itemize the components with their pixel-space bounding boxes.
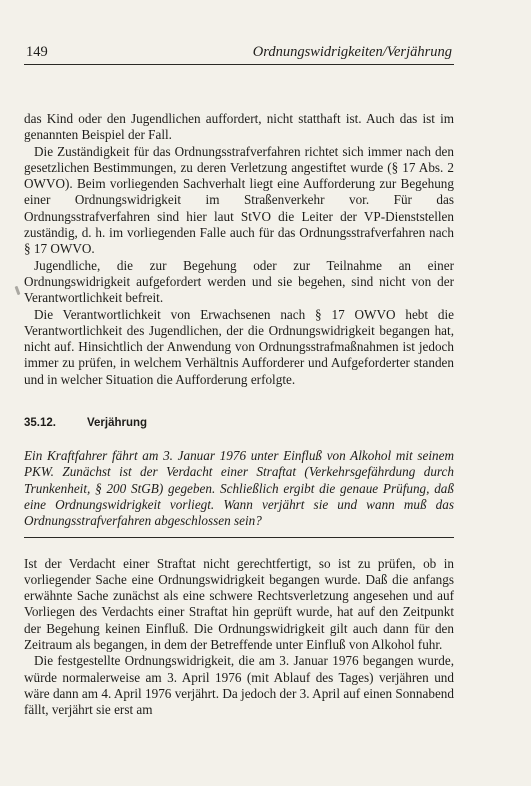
paragraph: Die festgestellte Ordnungswidrigkeit, die am 3. Januar 1976 begangen wurde, würde normalerweise am 3. April 1976 (mit Ablauf des Tages) verjähren und wäre dann am 4. April 1976 verjährt. Da jedoch der 3. April auf einen Sonnabend fällt, verjährt sie erst am <box>24 653 454 718</box>
paragraph: Die Verantwortlichkeit von Erwachsenen nach § 17 OWVO hebt die Verantwortlichkeit des Jugendlichen, der die Ordnungswidrigkeit begangen hat, nicht auf. Hinsichtlich der Anwendung von Ordnungsstrafmaßnahmen ist jedoch immer zu prüfen, in welchem Verhältnis Aufforderer und Aufgeforderter standen und in welcher Situation die Aufforderung erfolgte. <box>24 306 454 387</box>
section-number: 35.12. <box>24 417 56 430</box>
book-page <box>24 44 454 719</box>
paragraph: Jugendliche, die zur Begehung oder zur Teilnahme an einer Ordnungswidrigkeit aufgefordert werden und sie begehen, sind nicht von der Verantwortlichkeit befreit. <box>24 257 454 306</box>
page-header <box>24 44 454 65</box>
running-title: Ordnungswidrigkeiten/Verjährung <box>252 44 452 60</box>
case-example: Ein Kraftfahrer fährt am 3. Januar 1976 unter Einfluß von Alkohol mit seinem PKW. Zunächst ist der Verdacht einer Straftat (Verkehrsgefährdung durch Trunkenheit, § 200 StGB) gegeben. Schließlich ergibt die genaue Prüfung, daß eine Ordnungswidrigkeit vorliegt. Wann verjährt sie und wann muß das Ordnungsstrafverfahren abgeschlossen sein? <box>24 448 454 537</box>
section-heading <box>24 417 454 429</box>
margin-mark <box>15 286 21 295</box>
page-number: 149 <box>26 44 48 60</box>
paragraph: das Kind oder den Jugendlichen auffordert, nicht statthaft ist. Auch das ist im genannten Beispiel der Fall. <box>24 111 454 143</box>
paragraph: Ist der Verdacht einer Straftat nicht gerechtfertigt, so ist zu prüfen, ob in vorliegender Sache eine Ordnungswidrigkeit begangen wurde. Daß die anfangs erwähnte Sache zunächst als eine schwere Rechtsverletzung angesehen und auf Vorliegen des Verdachts einer Straftat hin geprüft wurde, hat auf den Zeitpunkt der Begehung keinen Einfluß. Die Ordnungswidrigkeit gilt auch dann für den Zeitraum als begangen, in dem der Betreffende unter Einfluß von Alkohol fuhr. <box>24 555 454 653</box>
paragraph: Die Zuständigkeit für das Ordnungsstrafverfahren richtet sich immer nach den gesetzlichen Bestimmungen, zu deren Verletzung angestiftet wurde (§ 17 Abs. 2 OWVO). Beim vorliegenden Sachverhalt liegt eine Aufforderung zur Begehung einer Ordnungswidrigkeit im Straßenverkehr vor. Für das Ordnungsstrafverfahren sind hier laut StVO die Leiter der VP-Dienststellen zuständig, d. h. im vorliegenden Falle auch für das Ordnungsstrafverfahren nach § 17 OWVO. <box>24 143 454 257</box>
body-text-top <box>24 111 454 388</box>
body-text-bottom <box>24 556 454 719</box>
section-title: Verjährung <box>87 417 148 430</box>
